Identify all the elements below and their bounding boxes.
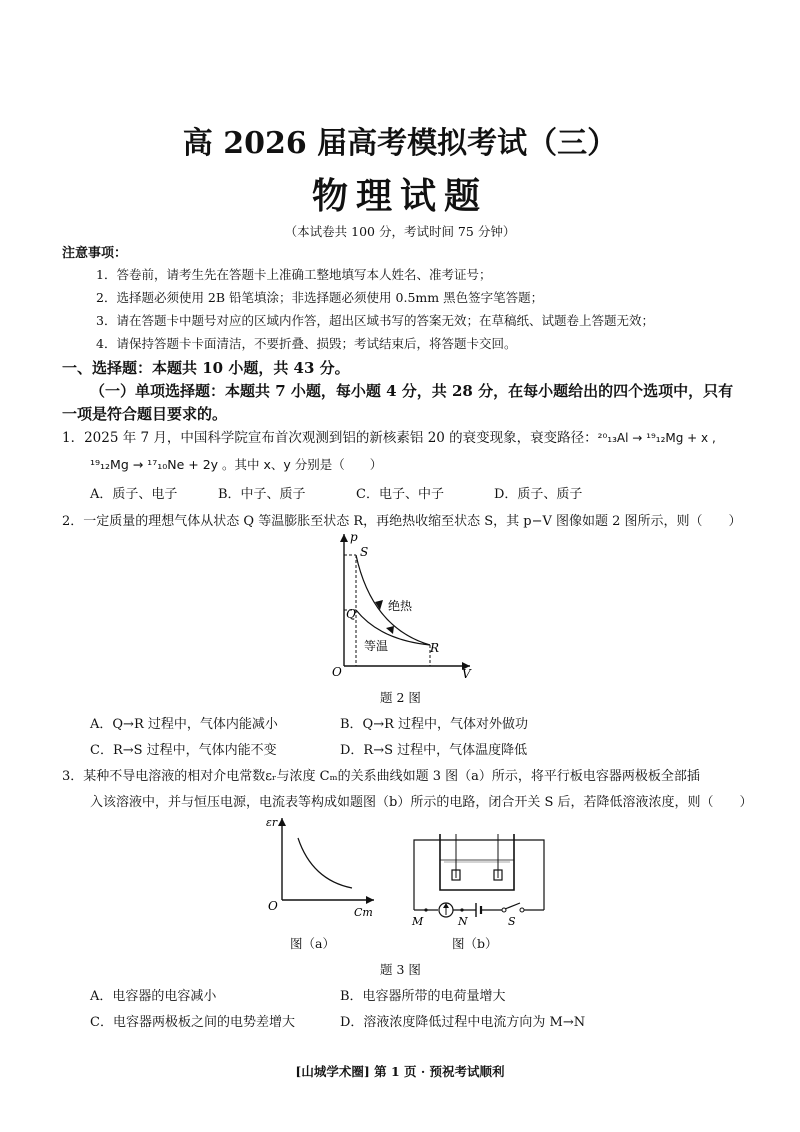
q2-option-d[interactable]: D．R→S 过程中，气体温度降低 [340, 743, 528, 758]
axis-label-cm: Cm [354, 906, 373, 919]
switch-label-s: S [508, 915, 516, 926]
point-label-s: S [360, 545, 369, 559]
exam-meta: （本试卷共 100 分，考试时间 75 分钟） [284, 224, 516, 239]
q3-caption-a: 图（a） [290, 936, 335, 951]
q3-option-a[interactable]: A．电容器的电容减小 [90, 989, 217, 1004]
q3-option-d[interactable]: D．溶液浓度降低过程中电流方向为 M→N [340, 1015, 586, 1030]
origin-label: O [268, 899, 278, 913]
q1-option-d[interactable]: D．质子、质子 [494, 487, 583, 502]
subsection-heading: （一）单项选择题：本题共 7 小题，每小题 4 分，共 28 分，在每小题给出的四个选项中，只有 [90, 382, 734, 400]
point-label-r: R [430, 641, 440, 655]
note-item: 2．选择题必须使用 2B 铅笔填涂；非选择题必须使用 0.5mm 黑色签字笔答题； [96, 290, 544, 305]
exam-title: 高 2026 届高考模拟考试（三） [182, 126, 618, 161]
q1-equation-1: ²⁰₁₃Al → ¹⁹₁₂Mg + x , [597, 431, 716, 445]
q3-figure-caption: 题 3 图 [380, 962, 421, 977]
q1-stem-text: 1．2025 年 7 月，中国科学院宣布首次观测到铝的新核素铝 20 的衰变现象，衰变路径： [62, 430, 598, 446]
note-item: 4．请保持答题卡卡面清洁，不要折叠、损毁；考试结束后，将答题卡交回。 [96, 336, 517, 351]
axis-label-v: V [462, 667, 471, 678]
q2-option-c[interactable]: C．R→S 过程中，气体内能不变 [90, 743, 277, 758]
q2-option-a[interactable]: A．Q→R 过程中，气体内能减小 [90, 717, 278, 732]
node-label-m: M [412, 915, 424, 926]
q2-pv-figure [320, 528, 480, 678]
q2-option-b[interactable]: B．Q→R 过程中，气体对外做功 [340, 717, 529, 732]
q3-figure-b-circuit [404, 826, 554, 926]
subject-title: 物理试题 [311, 175, 488, 217]
q3-caption-b: 图（b） [452, 936, 498, 951]
q2-figure-caption: 题 2 图 [380, 690, 421, 705]
axis-label-p: p [350, 530, 358, 544]
q3-stem-line2: 入该溶液中，并与恒压电源，电流表等构成如题图（b）所示的电路，闭合开关 S 后，若降低溶液浓度，则（ ） [90, 795, 753, 810]
q3-option-b[interactable]: B．电容器所带的电荷量增大 [340, 989, 506, 1004]
section-heading: 一、选择题：本题共 10 小题，共 43 分。 [62, 359, 350, 377]
q1-option-a[interactable]: A．质子、电子 [90, 487, 178, 502]
q1-option-c[interactable]: C．电子、中子 [356, 487, 444, 502]
q1-equation-2: ¹⁹₁₂Mg → ¹⁷₁₀Ne + 2y 。其中 x、y 分别是（ ） [90, 457, 383, 472]
q1-option-b[interactable]: B．中子、质子 [218, 487, 306, 502]
isothermal-label: 等温 [364, 639, 389, 653]
note-item: 1．答卷前，请考生先在答题卡上准确工整地填写本人姓名、准考证号； [96, 267, 492, 282]
page-footer: [山城学术圈] 第 1 页 · 预祝考试顺利 [295, 1064, 505, 1079]
node-label-n: N [458, 915, 468, 926]
q3-stem-line1: 3．某种不导电溶液的相对介电常数εᵣ与浓度 Cₘ的关系曲线如题 3 图（a）所示，将平行板电容器两极板全部插 [62, 769, 700, 784]
note-item: 3．请在答题卡中题号对应的区域内作答，超出区域书写的答案无效；在草稿纸、试题卷上答题无效； [96, 313, 654, 328]
axis-label-er: εr [266, 816, 278, 829]
q3-option-c[interactable]: C．电容器两极板之间的电势差增大 [90, 1015, 295, 1030]
q3-figure-a [262, 812, 382, 922]
origin-label: O [332, 665, 342, 678]
point-label-q: Q [346, 607, 356, 621]
notes-heading: 注意事项： [62, 246, 128, 261]
adiabatic-label: 绝热 [388, 599, 413, 613]
q1-stem [62, 426, 716, 446]
subsection-heading-cont: 一项是符合题目要求的。 [62, 405, 228, 423]
q2-stem: 2．一定质量的理想气体从状态 Q 等温膨胀至状态 R，再绝热收缩至状态 S，其 p−V 图像如题 2 图所示，则（ ） [62, 514, 742, 529]
